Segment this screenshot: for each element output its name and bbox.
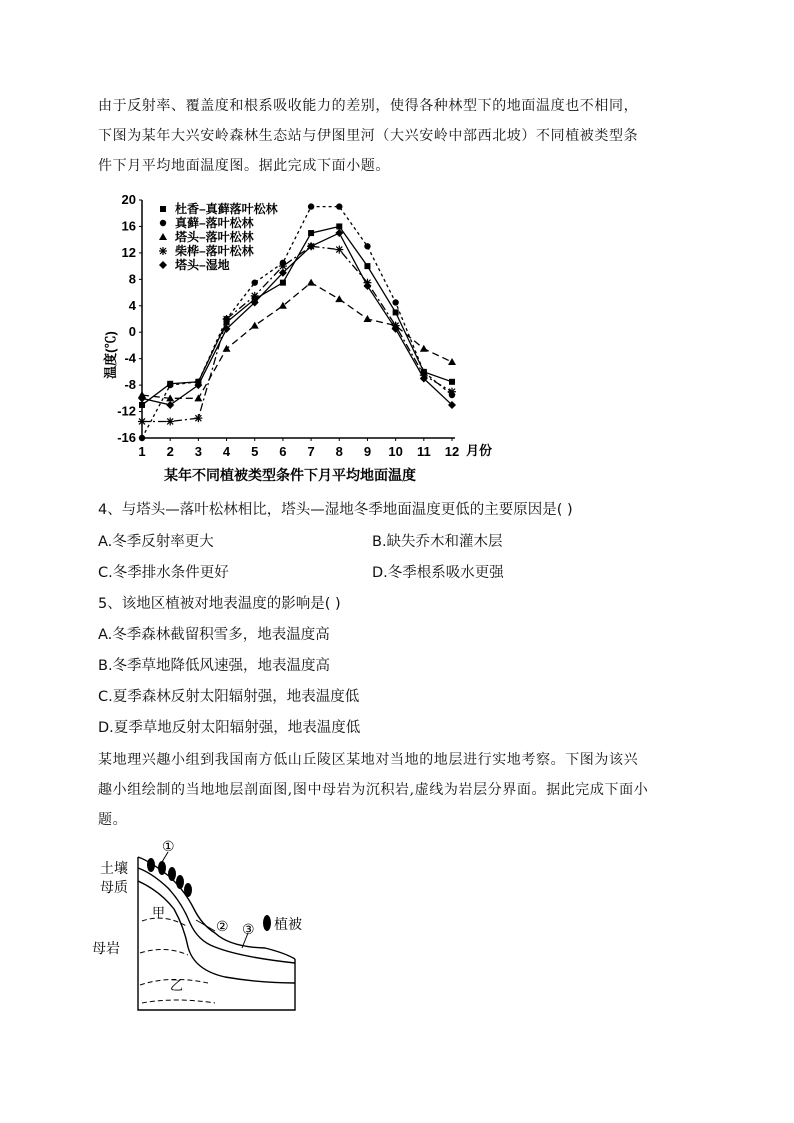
- triangle-marker: [307, 279, 315, 286]
- intro1-line-3: 件下月平均地面温度图。据此完成下面小题。: [98, 158, 390, 174]
- tree-icon: [176, 875, 184, 889]
- circle-marker: [308, 203, 314, 209]
- y-tick-label: 4: [128, 297, 136, 313]
- legend-label: 柴桦–落叶松林: [175, 244, 254, 258]
- triangle-marker: [335, 295, 343, 302]
- x-tick-label: 1: [138, 444, 146, 459]
- legend-label: 真藓–落叶松林: [175, 216, 254, 230]
- vegetation-legend-icon: [263, 915, 271, 931]
- q5-option-a[interactable]: A.冬季森林截留积雪多，地表温度高: [98, 627, 330, 643]
- intro2-line-1: 某地理兴趣小组到我国南方低山丘陵区某地对当地的地层进行实地考察。下图为该兴: [98, 752, 639, 768]
- y-axis-label: 温度(℃): [103, 331, 118, 379]
- x-tick-label: 7: [307, 444, 315, 459]
- y-tick-label: 16: [121, 218, 136, 234]
- square-marker: [364, 263, 370, 269]
- q5-option-b[interactable]: B.冬季草地降低风速强，地表温度高: [98, 658, 331, 674]
- y-tick-label: 20: [121, 192, 136, 207]
- x-tick-label: 9: [363, 444, 372, 459]
- q4-option-b[interactable]: B.缺失乔木和灌木层: [372, 534, 503, 550]
- tree-icon: [158, 861, 166, 875]
- legend-label: 塔头–落叶松林: [175, 230, 254, 244]
- label-jia: 甲: [152, 905, 166, 920]
- y-tick-label: -8: [124, 377, 136, 393]
- triangle-marker: [448, 358, 456, 365]
- square-marker: [336, 223, 342, 229]
- tree-icon: [184, 883, 192, 897]
- circle-marker: [167, 382, 173, 388]
- diamond-marker: [166, 401, 174, 409]
- marker-3: ③: [242, 921, 255, 937]
- x-tick-label: 8: [335, 444, 343, 459]
- q4-option-c[interactable]: C.冬季排水条件更好: [98, 565, 229, 581]
- chart-legend: [159, 201, 279, 272]
- intro2-line-3: 题。: [98, 812, 128, 828]
- intro2-line-2: 趣小组绘制的当地地层剖面图,图中母岩为沉积岩,虚线为岩层分界面。据此完成下面小: [98, 782, 649, 798]
- legend-label: 杜香–真藓落叶松林: [175, 202, 278, 216]
- circle-marker: [160, 220, 166, 226]
- circle-marker: [364, 243, 370, 249]
- y-tick-label: 0: [128, 324, 136, 340]
- triangle-marker: [251, 322, 259, 329]
- diamond-marker: [159, 261, 167, 269]
- square-marker: [449, 379, 455, 385]
- x-tick-label: 10: [388, 444, 403, 459]
- square-marker: [280, 280, 286, 286]
- y-tick-label: -12: [117, 403, 136, 419]
- x-axis-label: 月份: [466, 443, 493, 458]
- label-yi: 乙: [170, 978, 184, 993]
- marker-2: ②: [216, 918, 229, 934]
- bedding-plane-4: [142, 1000, 215, 1003]
- circle-marker: [392, 299, 398, 305]
- square-marker: [160, 206, 166, 212]
- circle-marker: [336, 203, 342, 209]
- intro1-line-1: 由于反射率、覆盖度和根系吸收能力的差别，使得各种林型下的地面温度也不相同，: [98, 98, 639, 114]
- square-marker: [139, 402, 145, 408]
- x-tick-label: 11: [416, 444, 431, 459]
- bedding-plane-2: [140, 949, 188, 955]
- q5-option-c[interactable]: C.夏季森林反射太阳辐射强，地表温度低: [98, 689, 360, 705]
- y-tick-label: 8: [128, 271, 136, 287]
- q4-option-a[interactable]: A.冬季反射率更大: [98, 534, 214, 550]
- triangle-marker: [159, 233, 167, 240]
- label-parent-material: 母质: [100, 879, 128, 895]
- x-tick-label: 12: [444, 444, 460, 459]
- triangle-marker: [363, 315, 371, 322]
- x-tick-label: 5: [251, 444, 259, 459]
- label-soil: 土壤: [100, 860, 128, 876]
- triangle-marker: [420, 345, 428, 352]
- leader-line-2: [196, 920, 215, 931]
- tree-icon: [147, 858, 155, 872]
- strata-profile-diagram: [90, 835, 320, 1020]
- label-bedrock: 母岩: [92, 940, 120, 956]
- temperature-chart: [0, 0, 794, 500]
- x-tick-label: 4: [222, 444, 231, 459]
- tree-icon: [168, 867, 176, 881]
- y-axis-ticks: [117, 192, 142, 445]
- y-tick-label: -16: [117, 430, 136, 445]
- x-tick-label: 3: [194, 444, 202, 459]
- square-marker: [393, 309, 399, 315]
- q4-option-d[interactable]: D.冬季根系吸水更强: [372, 565, 504, 581]
- circle-marker: [139, 435, 145, 441]
- y-tick-label: -4: [124, 350, 136, 366]
- y-tick-label: 12: [121, 244, 136, 260]
- x-tick-label: 6: [279, 444, 287, 459]
- label-vegetation: 植被: [274, 916, 302, 932]
- question-5-stem: 5、该地区植被对地表温度的影响是( ): [98, 596, 341, 612]
- legend-label: 塔头–湿地: [175, 258, 230, 272]
- q5-option-d[interactable]: D.夏季草地反射太阳辐射强，地表温度低: [98, 720, 361, 736]
- intro-paragraph-2: [98, 745, 698, 835]
- circle-marker: [252, 279, 258, 285]
- chart-title: 某年不同植被类型条件下月平均地面温度: [164, 467, 416, 483]
- x-axis-ticks: [138, 438, 459, 459]
- intro1-line-2: 下图为某年大兴安岭森林生态站与伊图里河（大兴安岭中部西北坡）不同植被类型条: [98, 128, 639, 144]
- triangle-marker: [223, 345, 231, 352]
- series-line: [142, 283, 452, 399]
- marker-1: ①: [162, 838, 175, 854]
- triangle-marker: [194, 394, 202, 401]
- square-marker: [308, 230, 314, 236]
- question-4-stem: 4、与塔头—落叶松林相比，塔头—湿地冬季地面温度更低的主要原因是( ): [98, 502, 573, 518]
- x-tick-label: 2: [166, 444, 174, 459]
